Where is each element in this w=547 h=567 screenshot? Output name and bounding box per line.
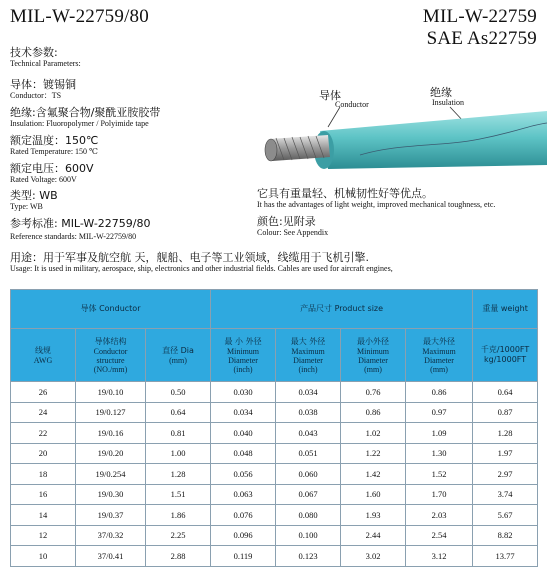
table-row [11,484,538,505]
spec-table [10,289,538,567]
table-cell: 18 [11,464,76,485]
group-weight: 重量 weight [473,290,538,329]
table-cell: 0.50 [146,382,211,403]
advantage-cn: 它具有重量轻、机械韧性好等优点。 [257,187,433,200]
usage-en: Usage: It is used in military, aerospace, ship, electronics and other industrial fields. Cables are used for aircraft engines, [10,264,393,273]
table-cell: 24 [11,402,76,423]
table-row [11,443,538,464]
table-cell: 0.64 [473,382,538,403]
label-conductor-cn: 导体 [319,89,341,102]
table-cell: 19/0.10 [76,382,146,403]
table-row [11,525,538,546]
table-cell: 2.88 [146,546,211,567]
conductor-strands [270,135,330,161]
voltage-en: Rated Voltage: 600V [10,175,77,184]
voltage-cn: 额定电压：600V [10,162,94,175]
col-weight: 千克/1000FT kg/1000FT [473,329,538,382]
table-cell: 1.52 [406,464,473,485]
table-cell: 1.86 [146,505,211,526]
type-cn: 类型: WB [10,189,58,202]
table-cell: 1.00 [146,443,211,464]
colour-cn: 颜色:见附录 [257,215,316,228]
table-cell: 37/0.41 [76,546,146,567]
col-min-inch: 最 小 外径 Minimum Diameter (inch) [211,329,276,382]
table-cell: 0.123 [276,546,341,567]
table-cell: 1.97 [473,443,538,464]
table-cell: 2.03 [406,505,473,526]
table-cell: 2.54 [406,525,473,546]
wire-diagram [250,95,547,185]
table-cell: 1.93 [341,505,406,526]
table-cell: 10 [11,546,76,567]
group-conductor: 导体 Conductor [11,290,211,329]
table-cell: 0.87 [473,402,538,423]
col-max-inch: 最大 外径 Maximum Diameter (inch) [276,329,341,382]
table-cell: 3.02 [341,546,406,567]
table-cell: 2.97 [473,464,538,485]
table-cell: 19/0.254 [76,464,146,485]
temp-en: Rated Temperature: 150 ℃ [10,147,98,156]
table-cell: 0.067 [276,484,341,505]
insulation-cn: 绝缘:含氟聚合物/聚酰亚胺胶带 [10,106,161,119]
table-cell: 0.096 [211,525,276,546]
table-cell: 2.25 [146,525,211,546]
ref-cn: 参考标准: MIL-W-22759/80 [10,217,151,230]
table-cell: 1.30 [406,443,473,464]
insulation-en: Insulation: Fluoropolymer / Polyimide tape [10,119,149,128]
conductor-en: Conductor：TS [10,91,62,100]
table-cell: 0.038 [276,402,341,423]
label-insulation-cn: 绝缘 [430,86,452,99]
table-cell: 1.28 [146,464,211,485]
table-cell: 1.02 [341,423,406,444]
table-cell: 0.060 [276,464,341,485]
doc-title: MIL-W-22759/80 [10,6,149,27]
table-cell: 19/0.127 [76,402,146,423]
temp-cn: 额定温度：150℃ [10,134,99,147]
table-row [11,464,538,485]
table-cell: 1.70 [406,484,473,505]
table-cell: 37/0.32 [76,525,146,546]
table-cell: 12 [11,525,76,546]
table-cell: 19/0.20 [76,443,146,464]
table-cell: 0.76 [341,382,406,403]
table-cell: 0.86 [406,382,473,403]
table-cell: 16 [11,484,76,505]
table-cell: 3.12 [406,546,473,567]
usage-cn: 用途：用于军事及航空航 天，舰船、电子等工业领域，线缆用于飞机引擎. [10,251,369,264]
table-cell: 0.043 [276,423,341,444]
table-row [11,546,538,567]
table-cell: 26 [11,382,76,403]
standard-title-2: SAE As22759 [426,28,537,49]
ref-en: Reference standards: MIL-W-22759/80 [10,232,137,241]
table-cell: 1.60 [341,484,406,505]
table-row [11,423,538,444]
table-cell: 0.076 [211,505,276,526]
params-heading-cn: 技术参数: [10,46,58,59]
table-row [11,505,538,526]
table-cell: 14 [11,505,76,526]
advantage-en: It has the advantages of light weight, improved mechanical toughness, etc. [257,200,496,209]
table-cell: 0.034 [276,382,341,403]
table-cell: 1.22 [341,443,406,464]
table-cell: 0.100 [276,525,341,546]
params-heading-en: Technical Parameters: [10,59,81,68]
colour-en: Colour: See Appendix [257,228,329,237]
col-min-mm: 最小外径 Minimum Diameter (mm) [341,329,406,382]
table-row [11,402,538,423]
table-cell: 0.97 [406,402,473,423]
col-diameter: 直径 Dia (mm) [146,329,211,382]
table-cell: 0.040 [211,423,276,444]
label-insulation-en: Insulation [432,98,464,107]
table-cell: 5.67 [473,505,538,526]
table-cell: 1.28 [473,423,538,444]
table-cell: 13.77 [473,546,538,567]
table-cell: 0.048 [211,443,276,464]
conductor-leader [328,107,340,127]
standard-title-1: MIL-W-22759 [422,6,537,27]
conductor-cn: 导体：镀锡铜 [10,78,76,91]
table-cell: 2.44 [341,525,406,546]
table-cell: 0.051 [276,443,341,464]
table-cell: 3.74 [473,484,538,505]
table-cell: 1.51 [146,484,211,505]
table-cell: 0.64 [146,402,211,423]
table-cell: 8.82 [473,525,538,546]
type-en: Type: WB [10,202,43,211]
table-cell: 19/0.30 [76,484,146,505]
col-structure: 导体结构 Conductor structure (NO./mm) [76,329,146,382]
label-conductor-en: Conductor [335,100,369,109]
table-cell: 0.063 [211,484,276,505]
table-cell: 1.42 [341,464,406,485]
table-cell: 0.81 [146,423,211,444]
table-row [11,382,538,403]
table-cell: 19/0.37 [76,505,146,526]
table-cell: 0.030 [211,382,276,403]
group-product-size: 产品尺寸 Product size [211,290,473,329]
conductor-end [265,139,277,161]
table-cell: 22 [11,423,76,444]
table-cell: 0.056 [211,464,276,485]
table-cell: 0.119 [211,546,276,567]
table-cell: 19/0.16 [76,423,146,444]
col-max-mm: 最大外径 Maximum Diameter (mm) [406,329,473,382]
table-cell: 0.034 [211,402,276,423]
col-awg: 线规 AWG [11,329,76,382]
table-cell: 1.09 [406,423,473,444]
insulation-jacket [320,111,547,169]
table-cell: 0.080 [276,505,341,526]
table-cell: 20 [11,443,76,464]
spec-body [11,382,538,567]
table-cell: 0.86 [341,402,406,423]
